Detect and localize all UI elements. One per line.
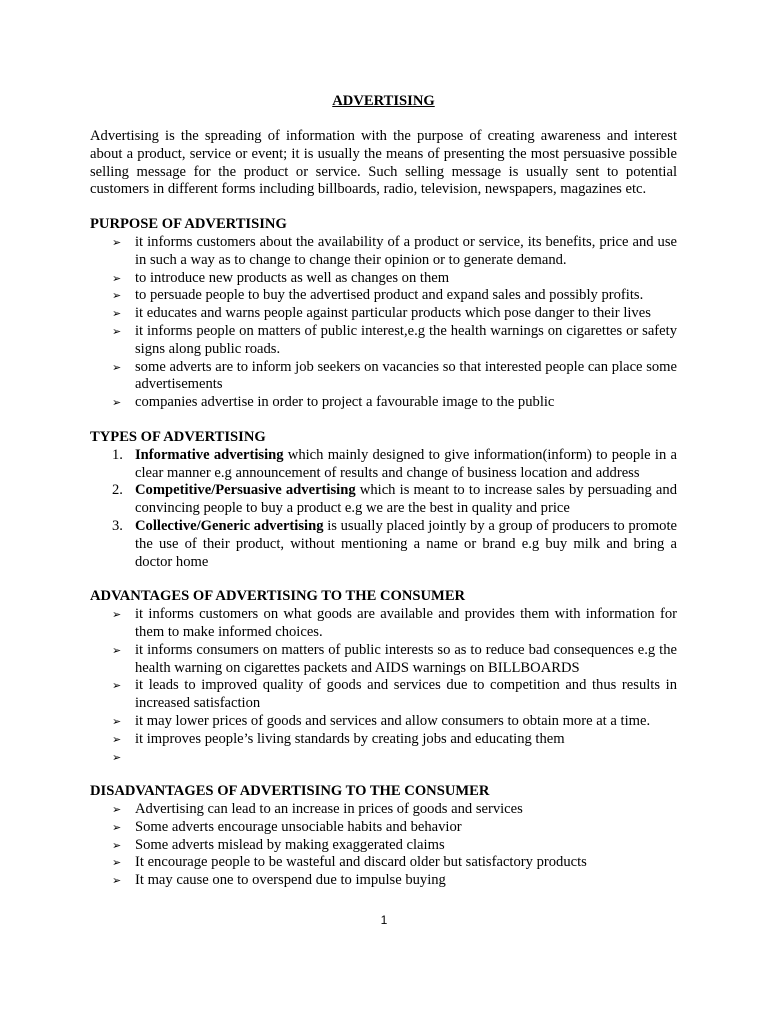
document-page [90, 93, 677, 907]
bullet-arrow-icon: ➢ [112, 289, 122, 303]
type-description: which mainly designed to give information(inform) to people in a clear manner e.g announcement of results and change of business location and address [135, 446, 677, 481]
types-heading: TYPES OF ADVERTISING [90, 428, 266, 445]
list-item [90, 518, 677, 571]
list-item-text: it improves people’s living standards by creating jobs and educating them [135, 730, 565, 747]
list-item [90, 819, 677, 837]
document-title: ADVERTISING [332, 93, 435, 109]
list-item-text: it informs consumers on matters of public interests so as to reduce bad consequences e.g the health warning on cigarettes packets and AIDS warnings on BILLBOARDS [135, 641, 677, 676]
disadvantages-list [90, 801, 677, 890]
type-term: Informative advertising [135, 446, 284, 463]
list-item-text: Some adverts mislead by making exaggerated claims [135, 836, 445, 853]
bullet-arrow-icon: ➢ [112, 750, 122, 764]
bullet-arrow-icon: ➢ [112, 643, 122, 657]
list-item [90, 234, 677, 270]
list-item-text: Some adverts encourage unsociable habits and behavior [135, 818, 462, 835]
type-description: which is meant to to increase sales by persuading and convincing people to buy a product e.g we are the best in quality and price [135, 482, 677, 517]
list-item [90, 749, 677, 767]
advantages-list [90, 606, 677, 766]
item-number: 2. [112, 482, 123, 499]
list-item [90, 713, 677, 731]
intro-paragraph: Advertising is the spreading of information with the purpose of creating awareness and interest about a product, service or event; it is usually the means of presenting the most persuasive possible selling message for the product or service. Such selling message is usually sent to potential customers in different forms including billboards, radio, television, newspapers, magazines etc. [90, 128, 677, 198]
list-item-text: it informs people on matters of public interest,e.g the health warnings on cigarettes or safety signs along public roads. [135, 322, 677, 357]
purpose-list [90, 234, 677, 412]
list-item-text: it informs customers on what goods are available and provides them with information for them to make informed choices. [135, 606, 677, 640]
list-item [90, 287, 677, 305]
types-list [90, 447, 677, 572]
list-item [90, 323, 677, 359]
list-item [90, 731, 677, 749]
list-item-text: to persuade people to buy the advertised product and expand sales and possibly profits. [135, 287, 644, 304]
bullet-arrow-icon: ➢ [112, 856, 122, 870]
bullet-arrow-icon: ➢ [112, 803, 122, 817]
list-item-text: It encourage people to be wasteful and discard older but satisfactory products [135, 854, 587, 871]
list-item-text: It may cause one to overspend due to impulse buying [135, 872, 446, 889]
bullet-arrow-icon: ➢ [112, 235, 122, 249]
list-item-text: companies advertise in order to project a favourable image to the public [135, 394, 555, 411]
list-item-text: to introduce new products as well as changes on them [135, 269, 450, 286]
bullet-arrow-icon: ➢ [112, 820, 122, 834]
type-description: is usually placed jointly by a group of producers to promote the use of their product, without mentioning a name or brand e.g buy milk and bring a doctor home [135, 517, 678, 570]
disadvantages-heading: DISADVANTAGES OF ADVERTISING TO THE CONSUMER [90, 783, 490, 800]
list-item [90, 359, 677, 395]
list-item [90, 677, 677, 713]
bullet-arrow-icon: ➢ [112, 714, 122, 728]
list-item-text: some adverts are to inform job seekers on vacancies so that interested people can place some advertisements [135, 358, 677, 393]
list-item [90, 447, 677, 483]
type-term: Collective/Generic advertising [135, 517, 324, 534]
bullet-arrow-icon: ➢ [112, 396, 122, 410]
list-item [90, 801, 677, 819]
list-item-text: Advertising can lead to an increase in prices of goods and services [135, 801, 523, 818]
list-item-text: it leads to improved quality of goods and services due to competition and thus results in increased satisfaction [135, 677, 677, 712]
bullet-arrow-icon: ➢ [112, 271, 122, 285]
list-item-text: it may lower prices of goods and services and allow consumers to obtain more at a time. [135, 712, 651, 729]
advantages-heading: ADVANTAGES OF ADVERTISING TO THE CONSUMER [90, 588, 466, 605]
list-item [90, 872, 677, 890]
bullet-arrow-icon: ➢ [112, 732, 122, 746]
bullet-arrow-icon: ➢ [112, 679, 122, 693]
type-term: Competitive/Persuasive advertising [135, 482, 356, 499]
list-item [90, 270, 677, 288]
list-item [90, 305, 677, 323]
list-item [90, 606, 677, 642]
list-item [90, 482, 677, 518]
bullet-arrow-icon: ➢ [112, 608, 122, 622]
list-item [90, 854, 677, 872]
bullet-arrow-icon: ➢ [112, 360, 122, 374]
bullet-arrow-icon: ➢ [112, 874, 122, 888]
list-item [90, 642, 677, 678]
list-item-text: it educates and warns people against particular products which pose danger to their lives [135, 305, 651, 322]
item-number: 3. [112, 517, 123, 534]
bullet-arrow-icon: ➢ [112, 307, 122, 321]
item-number: 1. [112, 446, 123, 463]
purpose-heading: PURPOSE OF ADVERTISING [90, 216, 287, 233]
page-number: 1 [380, 913, 388, 927]
list-item [90, 837, 677, 855]
bullet-arrow-icon: ➢ [112, 838, 122, 852]
list-item [90, 394, 677, 412]
list-item-text: it informs customers about the availability of a product or service, its benefits, price and use in such a way as to change to change their opinion or to generate demand. [135, 233, 677, 268]
bullet-arrow-icon: ➢ [112, 324, 122, 338]
